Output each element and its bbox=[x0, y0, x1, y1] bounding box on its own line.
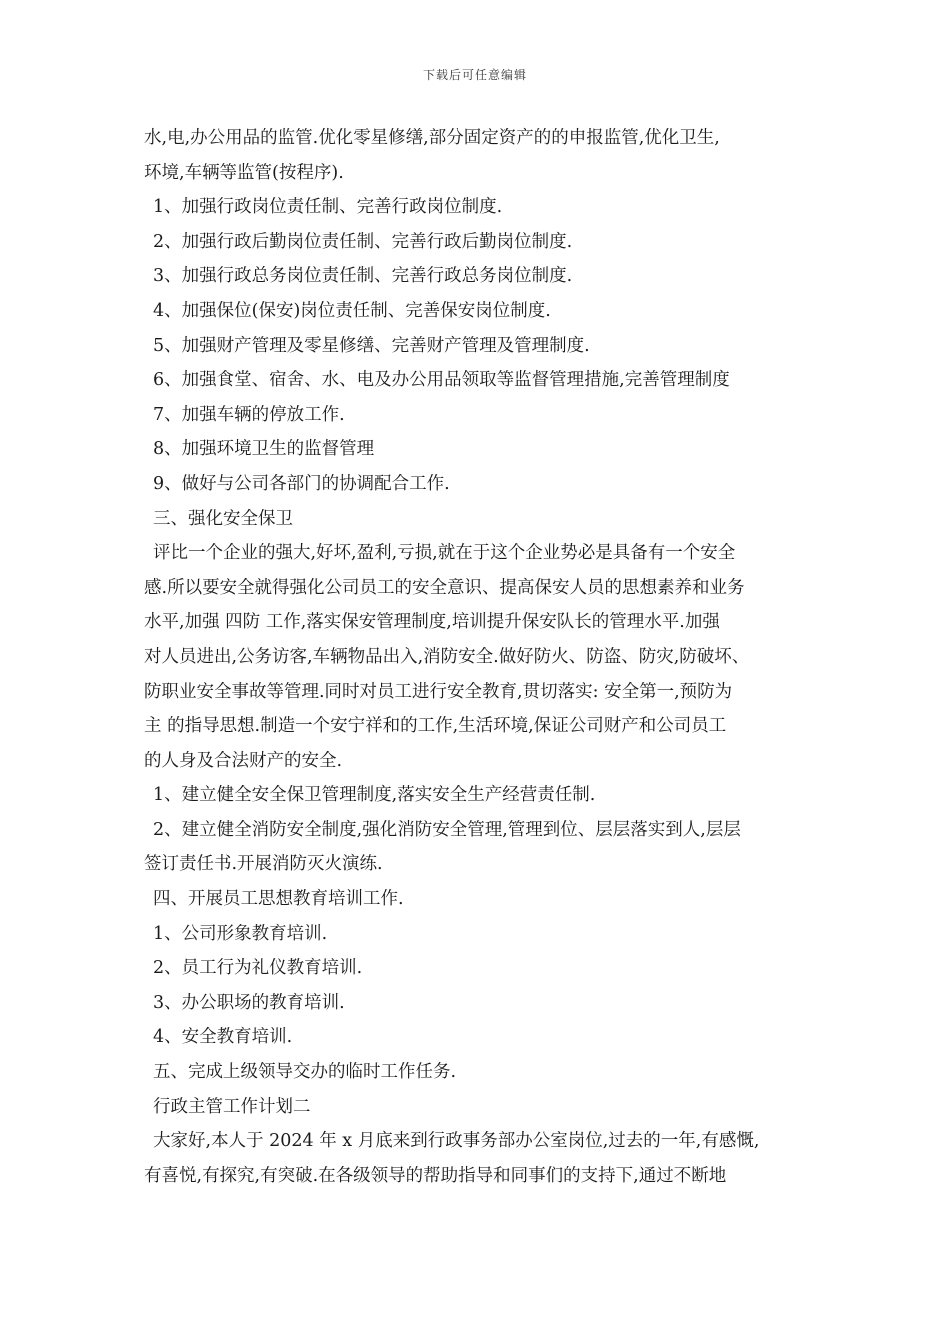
text-line: 有喜悦,有探究,有突破.在各级领导的帮助指导和同事们的支持下,通过不断地 bbox=[144, 1165, 727, 1186]
text-line: 大家好,本人于 2024 年 x 月底来到行政事务部办公室岗位,过去的一年,有感慨, bbox=[153, 1131, 760, 1152]
text-line: 2、建立健全消防安全制度,强化消防安全管理,管理到位、层层落实到人,层层 bbox=[153, 819, 741, 840]
text-line: 感.所以要安全就得强化公司员工的安全意识、提高保安人员的思想素养和业务 bbox=[144, 577, 745, 598]
text-line: 7、加强车辆的停放工作. bbox=[153, 404, 345, 425]
text-line: 1、公司形象教育培训. bbox=[153, 923, 328, 944]
text-line: 主 的指导思想.制造一个安宁祥和的工作,生活环境,保证公司财产和公司员工 bbox=[144, 716, 727, 737]
text-line: 4、加强保位(保安)岗位责任制、完善保安岗位制度. bbox=[153, 300, 551, 321]
text-line: 评比一个企业的强大,好坏,盈利,亏损,就在于这个企业势必是具备有一个安全 bbox=[153, 543, 736, 564]
text-line: 3、办公职场的教育培训. bbox=[153, 992, 345, 1013]
text-line: 1、建立健全安全保卫管理制度,落实安全生产经营责任制. bbox=[153, 785, 596, 806]
text-line: 行政主管工作计划二 bbox=[153, 1096, 311, 1117]
page-header: 下载后可任意编辑 bbox=[422, 68, 527, 82]
text-line: 四、开展员工思想教育培训工作. bbox=[153, 889, 404, 910]
text-line: 三、强化安全保卫 bbox=[153, 508, 293, 529]
text-line: 对人员进出,公务访客,车辆物品出入,消防安全.做好防火、防盗、防灾,防破坏、 bbox=[144, 646, 750, 667]
text-line: 1、加强行政岗位责任制、完善行政岗位制度. bbox=[153, 197, 503, 218]
text-line: 环境,车辆等监管(按程序). bbox=[144, 162, 344, 183]
text-line: 五、完成上级领导交办的临时工作任务. bbox=[153, 1062, 457, 1083]
text-line: 9、做好与公司各部门的协调配合工作. bbox=[153, 473, 450, 494]
text-line: 水,电,办公用品的监管.优化零星修缮,部分固定资产的的申报监管,优化卫生, bbox=[144, 128, 720, 148]
text-line: 3、加强行政总务岗位责任制、完善行政总务岗位制度. bbox=[153, 266, 573, 287]
text-line: 4、安全教育培训. bbox=[153, 1027, 293, 1048]
text-line: 水平,加强 四防 工作,落实保安管理制度,培训提升保安队长的管理水平.加强 bbox=[144, 612, 720, 633]
document-body bbox=[144, 121, 812, 1193]
text-line: 防职业安全事故等管理.同时对员工进行安全教育,贯切落实: 安全第一,预防为 bbox=[144, 681, 733, 702]
text-line: 2、员工行为礼仪教育培训. bbox=[153, 958, 363, 979]
text-line: 的人身及合法财产的安全. bbox=[144, 750, 343, 771]
text-line: 签订责任书.开展消防灭火演练. bbox=[144, 854, 383, 875]
text-line: 8、加强环境卫生的监督管理 bbox=[153, 439, 375, 460]
text-line: 5、加强财产管理及零星修缮、完善财产管理及管理制度. bbox=[153, 335, 590, 356]
text-line: 6、加强食堂、宿舍、水、电及办公用品领取等监督管理措施,完善管理制度 bbox=[153, 370, 730, 391]
text-line: 2、加强行政后勤岗位责任制、完善行政后勤岗位制度. bbox=[153, 231, 573, 252]
